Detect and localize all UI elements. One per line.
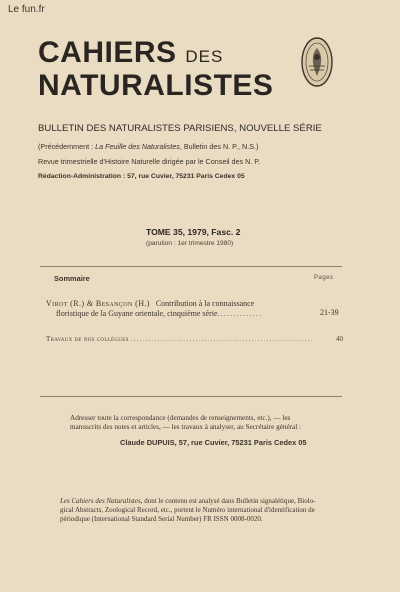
redaction-line: Rédaction-Administration : 57, rue Cuvier, 75231 Paris Cedex 05 (38, 173, 245, 180)
entry-title-1: Contribution à la connaissance (155, 299, 255, 308)
revue-line: Revue trimestrielle d'Histoire Naturelle dirigée par le Conseil des N. P. (38, 157, 261, 166)
travaux-page: 40 (336, 335, 343, 343)
seal-emblem-icon (300, 36, 334, 88)
journal-title (38, 38, 273, 101)
title-cahiers: CAHIERS (38, 36, 177, 69)
correspondence-notice: Adresser toute la correspondance (demandes de renseignements, etc.), — les manuscrits des notes et articles, — les travaux à analyser, au Secrétaire général : (70, 414, 302, 431)
title-line-1 (38, 36, 223, 69)
tome-label: TOME 35, 1979, Fasc. 2 (146, 227, 241, 237)
parution-label: (parution : 1er trimestre 1980) (146, 240, 234, 247)
rule-top (40, 266, 342, 267)
contents-entry: Virot (R.) & Besançon (H.) Contribution à la connaissance floristique de la Guyane orientale, cinquième série.............. (46, 299, 263, 318)
footer-issn: Les Cahiers des Naturalistes, dont le contenu est analysé dans Bulletin signalétique, Biolo- gical Abstracts, Zoological Record, etc., portent le Numéro international d'identification de périodique (International Standard Serial Number) FR ISSN 0008-0020. (60, 497, 316, 523)
entry-title-2: floristique de la Guyane orientale, cinquième série (56, 308, 218, 318)
pages-heading: Pages (314, 275, 334, 281)
travaux-entry: Travaux de nos collègues .............................................................. (46, 335, 314, 343)
title-naturalistes: NATURALISTES (38, 69, 274, 102)
title-des: DES (185, 47, 224, 66)
entry-authors: Virot (R.) & Besançon (H.) (46, 299, 150, 308)
bulletin-subtitle: BULLETIN DES NATURALISTES PARISIENS, NOUVELLE SÉRIE (38, 123, 322, 134)
secretary-address: Claude DUPUIS, 57, rue Cuvier, 75231 Paris Cedex 05 (120, 438, 307, 447)
entry-pages: 21-39 (320, 308, 339, 317)
previously-line: (Précédemment : La Feuille des Naturalistes, Bulletin des N. P., N.S.) (38, 142, 259, 151)
watermark: Le fun.fr (8, 4, 45, 15)
summary-heading: Sommaire (54, 274, 90, 283)
rule-bottom (40, 396, 342, 397)
